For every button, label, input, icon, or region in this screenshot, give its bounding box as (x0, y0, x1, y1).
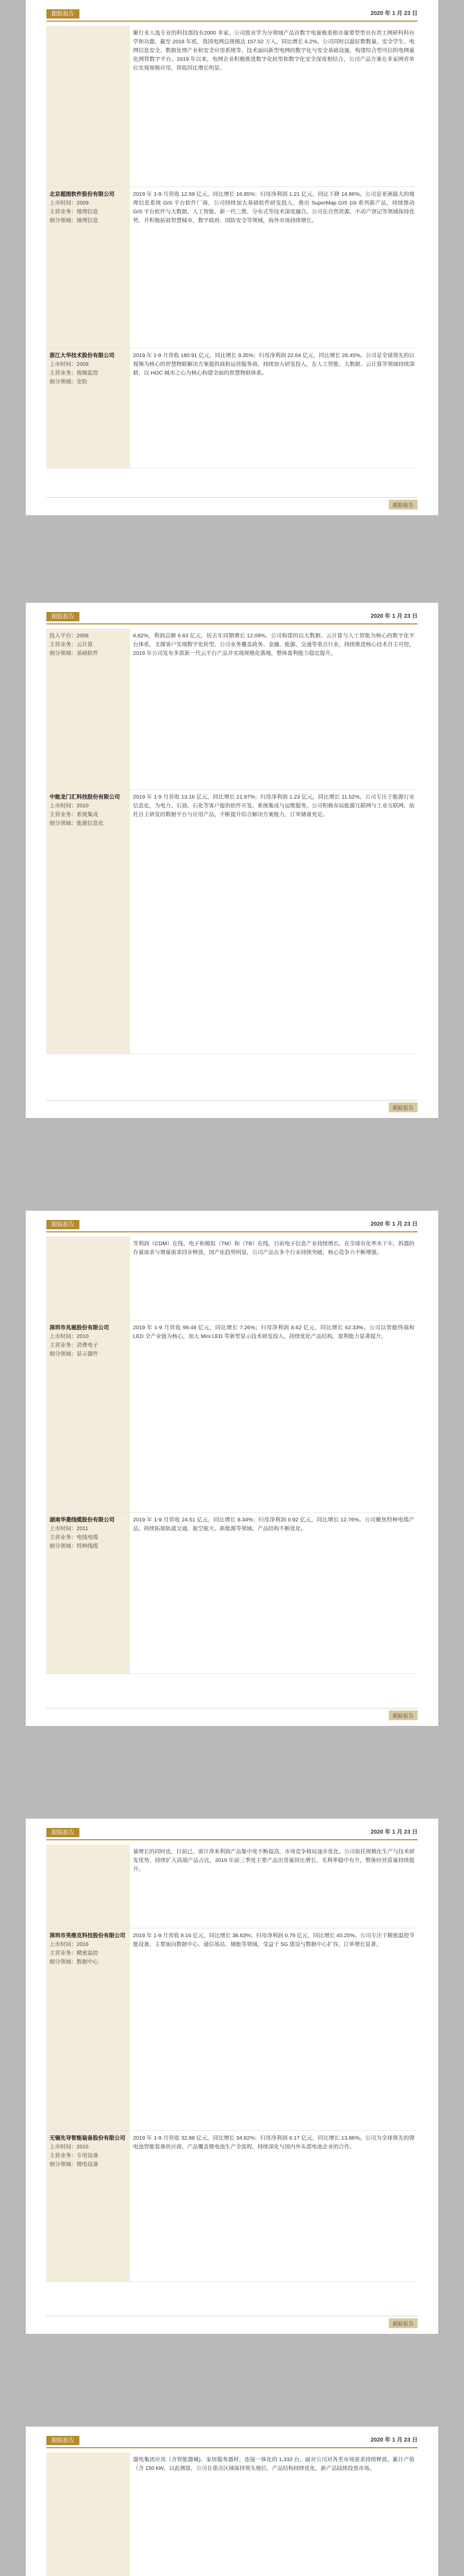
company-info (46, 1513, 130, 1674)
company-meta: 上市时间：2016 (49, 1941, 89, 1947)
report-date: 2020 年 1 月 23 日 (370, 1221, 418, 1227)
company-row (46, 26, 418, 187)
report-date: 2020 年 1 月 23 日 (370, 2437, 418, 2443)
report-page (26, 1211, 438, 1726)
company-desc: 6.82%，利润总额 6.63 亿元，较去年同期增长 12.09%。公司构建的以大数据、云计算与人工智能为核心的数字化平台体系，支撑客户实现数字化转型。公司业务覆盖政务、金融、能源、交通等重点行业，持续推进核心技术自主可控，2019 年公司发布多款新一代云平台产品并实现规模化落地，整体盈利能力稳定提升。 (130, 629, 418, 790)
company-meta: 主营业务：消费电子 (49, 1342, 98, 1348)
company-desc: 2019 年 1-9 月营收 99.48 亿元，同比增长 7.26%；归母净利润 8.62 亿元，同比增长 62.33%。公司以智能终端和 LED 全产业链为核心，加大 Mini LED 等新型显示技术研发投入，持续优化产品结构，盈利能力显著提升。 (130, 1320, 418, 1513)
company-desc: 聚行业人选专业的科技部技有2000 多家。公司致业学为分领域产品首数字电量极重根亦量要型型具有其工网研科科有学和功器，截至 2018 年底，我国电网总规模达 157.52 万人，同比增长 6.2%。公司同时以最好数数量。安全学生、电网信息安全、数据处理产业和安全应用系统等。技术面向新型电网的数字化与安全基础设施，构建综合型可信的电网量化网管数字平台。2019 年以来，电网企业积极推进数字化转型和数字化安全深度相结合，公司产品方案在多家网省单位实现规模应用，营收同比增长明显。 (130, 26, 418, 187)
company-meta: 上市时间：2008 (49, 361, 89, 367)
company-info (46, 348, 130, 468)
company-meta: 投入平台：2008 (49, 633, 89, 639)
company-row (46, 1236, 418, 1320)
company-name: 深圳市兆驰股份有限公司 (49, 1325, 109, 1331)
company-row (46, 187, 418, 348)
company-row (46, 790, 418, 1054)
report-tag: 跟踪报告 (46, 9, 79, 19)
company-desc: 2019 年 1-9 月营收 180.91 亿元，同比增长 9.35%；归母净利润 22.64 亿元，同比增长 28.45%。公司是全球领先的以视频为核心的智慧物联解决方案提供商和运营服务商，持续加大研发投入，在人工智能、大数据、云计算等领域持续深耕，以 HOC 城市之心为核心构建全面的智慧物联体系。 (130, 348, 418, 468)
company-meta: 细分领域：地理信息 (49, 217, 98, 224)
page-footer (46, 2316, 418, 2327)
company-meta: 细分领域：安防 (49, 379, 88, 385)
report-date: 2020 年 1 月 23 日 (370, 613, 418, 619)
company-desc: 量增长的同时也，目前已，需计净来利润产品集中度不断提高，市场竞争格局逐步优化。公司依托规模化生产与技术研发优势，持续扩大高端产品占比，2019 年前三季度主要产品出货量同比增长，毛利率稳中有升，整体经营质量持续提升。 (130, 1844, 418, 1928)
company-row (46, 1928, 418, 2131)
page-header (46, 9, 418, 22)
footer-tag: 跟踪报告 (389, 1103, 418, 1112)
company-desc: 2019 年 1-9 月营收 8.16 亿元，同比增长 38.63%；归母净利润 0.79 亿元，同比增长 40.25%。公司专注于精密温控节能设备，主要面向数据中心、通信基站、储能等领域，受益于 5G 建设与数据中心扩容，订单增长显著。 (130, 1928, 418, 2131)
page-header (46, 2436, 418, 2448)
company-info (46, 26, 130, 187)
company-meta: 细分领域：显示器件 (49, 1351, 98, 1357)
company-meta: 主营业务：精密温控 (49, 1950, 98, 1956)
company-meta: 细分领域：能源信息化 (49, 820, 104, 826)
company-info (46, 1236, 130, 1320)
company-info (46, 2131, 130, 2282)
company-meta: 主营业务：地理信息 (49, 209, 98, 215)
company-meta: 细分领域：锂电设备 (49, 2161, 98, 2167)
page-footer (46, 1100, 418, 1111)
company-name: 北京超图软件股份有限公司 (49, 191, 114, 197)
report-tag: 跟踪报告 (46, 1220, 79, 1229)
company-name: 无锡先导智能装备股份有限公司 (49, 2135, 125, 2141)
company-info (46, 187, 130, 348)
company-table (46, 1844, 418, 2282)
company-table (46, 26, 418, 468)
company-name: 湖南华菱线缆股份有限公司 (49, 1517, 114, 1523)
company-meta: 上市时间：2009 (49, 200, 89, 206)
company-meta: 细分领域：数据中心 (49, 1959, 98, 1965)
page-header (46, 1220, 418, 1232)
report-page (26, 603, 438, 1118)
company-info (46, 1320, 130, 1513)
report-page (26, 2427, 438, 2576)
report-date: 2020 年 1 月 23 日 (370, 10, 418, 16)
company-desc: 等利润（CDM）在线、电子和模拟（TM）和（TB）在线，目前电子信息产业持续增长，在全球有化率水下车，拆器的存量需求与增量需求同步释放，国产化趋势明显，公司产品在多个行业持续突破，核心竞争力不断增强。 (130, 1236, 418, 1320)
page-header (46, 1828, 418, 1840)
company-meta: 主营业务：电线电缆 (49, 1534, 98, 1540)
report-date: 2020 年 1 月 23 日 (370, 1829, 418, 1835)
report-tag: 跟踪报告 (46, 612, 79, 621)
report-tag: 跟踪报告 (46, 1828, 79, 1837)
company-row (46, 1844, 418, 1928)
company-row (46, 1320, 418, 1513)
company-desc: 2019 年 1-9 月营收 13.16 亿元，同比增长 21.87%；归母净利润 1.23 亿元，同比增长 11.52%。公司专注于能源行业信息化，为电力、石油、石化等客户提供软件开发、系统集成与运维服务。公司积极布局能源互联网与工业互联网，依托自主研发的数据平台与应用产品，不断提升综合解决方案能力，订单储备充足。 (130, 790, 418, 1054)
company-desc: 2019 年 1-9 月营收 12.59 亿元，同比增长 16.85%；归母净利润 1.21 亿元，同比下降 14.86%。公司是亚洲最大的地理信息系统 GIS 平台软件厂商，公司持续加大基础软件研发投入，推出 SuperMap GIS 10i 系列新产品，持续推动 GIS 平台软件与大数据、人工智能、新一代三维、分布式等技术深度融合。公司在自然资源、不动产登记等领域保持优势，并积极拓展智慧城市、数字政府、国防安全等领域，海外市场持续增长。 (130, 187, 418, 348)
report-tag: 跟踪报告 (46, 2436, 79, 2445)
page-header (46, 612, 418, 624)
report-page (26, 0, 438, 515)
company-info (46, 2452, 130, 2576)
company-meta: 主营业务：专用设备 (49, 2153, 98, 2159)
company-row (46, 629, 418, 790)
company-table (46, 629, 418, 1054)
page-footer (46, 497, 418, 508)
company-row (46, 348, 418, 468)
company-row (46, 1513, 418, 1674)
footer-tag: 跟踪报告 (389, 1710, 418, 1720)
company-desc: 器电集团应用（含智能器械)、家居服务器材，连接一体化的 1,333 台，面对公司对各类市场需求持续释放，累计产值（含 150 kW，以此测算，公司在重点区域保持领先地位，产品结构持续优化，新产品陆续投放市场。 (130, 2452, 418, 2576)
company-name: 深圳市英维克科技股份有限公司 (49, 1933, 125, 1939)
page-footer (46, 1708, 418, 1719)
company-desc: 2019 年 1-9 月营收 24.51 亿元，同比增长 8.34%；归母净利润 0.92 亿元，同比增长 12.76%。公司聚焦特种电缆产品，持续拓展轨道交通、航空航天、新能源等领域，产品结构不断优化。 (130, 1513, 418, 1674)
company-meta: 主营业务：云计算 (49, 641, 93, 648)
footer-tag: 跟踪报告 (389, 500, 418, 510)
company-meta: 上市时间：2010 (49, 803, 89, 809)
company-info (46, 1844, 130, 1928)
report-page (26, 1819, 438, 2334)
company-meta: 主营业务：系统集成 (49, 811, 98, 818)
company-info (46, 790, 130, 1054)
company-table (46, 2452, 418, 2576)
company-table (46, 1236, 418, 1674)
company-desc: 2019 年 1-9 月营收 32.88 亿元，同比增长 34.82%；归母净利润 6.17 亿元，同比增长 13.86%。公司为全球领先的锂电池智能装备供应商，产品覆盖锂电池生产全流程，持续深化与国内外头部电池企业的合作。 (130, 2131, 418, 2282)
company-info (46, 1928, 130, 2131)
company-meta: 细分领域：基础软件 (49, 650, 98, 656)
footer-tag: 跟踪报告 (389, 2318, 418, 2328)
company-meta: 上市时间：2015 (49, 2144, 89, 2150)
company-meta: 细分领域：特种线缆 (49, 1543, 98, 1549)
company-meta: 上市时间：2011 (49, 1526, 89, 1532)
company-info (46, 629, 130, 790)
company-meta: 主营业务：视频监控 (49, 370, 98, 376)
company-name: 中能龙门汇科技股份有限公司 (49, 794, 120, 800)
company-row (46, 2452, 418, 2576)
company-row (46, 2131, 418, 2282)
company-meta: 上市时间：2010 (49, 1333, 89, 1340)
company-name: 浙江大华技术股份有限公司 (49, 352, 114, 359)
